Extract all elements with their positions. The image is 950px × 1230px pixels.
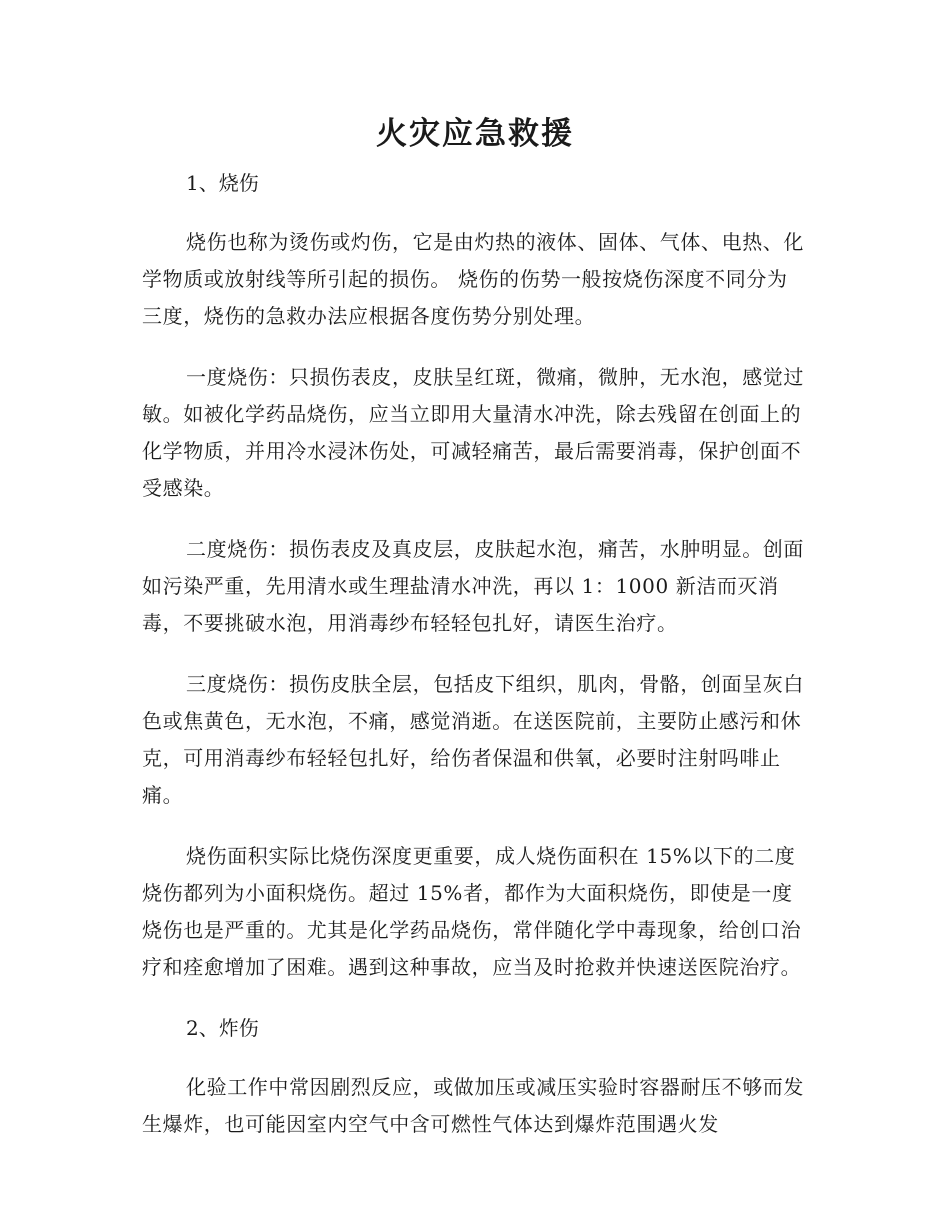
paragraph-burn-definition: 烧伤也称为烫伤或灼伤，它是由灼热的液体、固体、气体、电热、化学物质或放射线等所引起的损伤。 烧伤的伤势一般按烧伤深度不同分为三度，烧伤的急救办法应根据各度伤势分别处理。 — [142, 230, 804, 328]
paragraph-first-degree-burn: 一度烧伤：只损伤表皮，皮肤呈红斑，微痛，微肿，无水泡，感觉过敏。如被化学药品烧伤，应当立即用大量清水冲洗，除去残留在创面上的化学物质，并用冷水浸沐伤处，可减轻痛苦，最后需要消毒，保护创面不受感染。 — [142, 365, 804, 500]
document-body — [142, 165, 808, 1167]
section-heading-blast-injury: 2、炸伤 — [186, 1016, 259, 1040]
paragraph-third-degree-burn: 三度烧伤：损伤皮肤全层，包括皮下组织，肌肉，骨骼，创面呈灰白色或焦黄色，无水泡，不痛，感觉消逝。在送医院前，主要防止感污和休克，可用消毒纱布轻轻包扎好，给伤者保温和供氧，必要时注射吗啡止痛。 — [142, 672, 804, 807]
page-title: 火灾应急救援 — [376, 116, 574, 152]
paragraph-second-degree-burn: 二度烧伤：损伤表皮及真皮层，皮肤起水泡，痛苦，水肿明显。创面如污染严重，先用清水或生理盐清水冲洗，再以 1：1000 新洁而灭消毒，不要挑破水泡，用消毒纱布轻轻包扎好，请医生治疗。 — [142, 537, 804, 635]
section-heading-burns: 1、烧伤 — [186, 171, 259, 195]
paragraph-burn-area: 烧伤面积实际比烧伤深度更重要，成人烧伤面积在 15%以下的二度烧伤都列为小面积烧伤。超过 15%者，都作为大面积烧伤，即使是一度烧伤也是严重的。尤其是化学药品烧伤，常伴随化学中毒现象，给创口治疗和痊愈增加了困难。遇到这种事故，应当及时抢救并快速送医院治疗。 — [142, 844, 802, 979]
paragraph-blast-injury: 化验工作中常因剧烈反应，或做加压或减压实验时容器耐压不够而发生爆炸，也可能因室内空气中含可燃性气体达到爆炸范围遇火发 — [142, 1075, 804, 1136]
